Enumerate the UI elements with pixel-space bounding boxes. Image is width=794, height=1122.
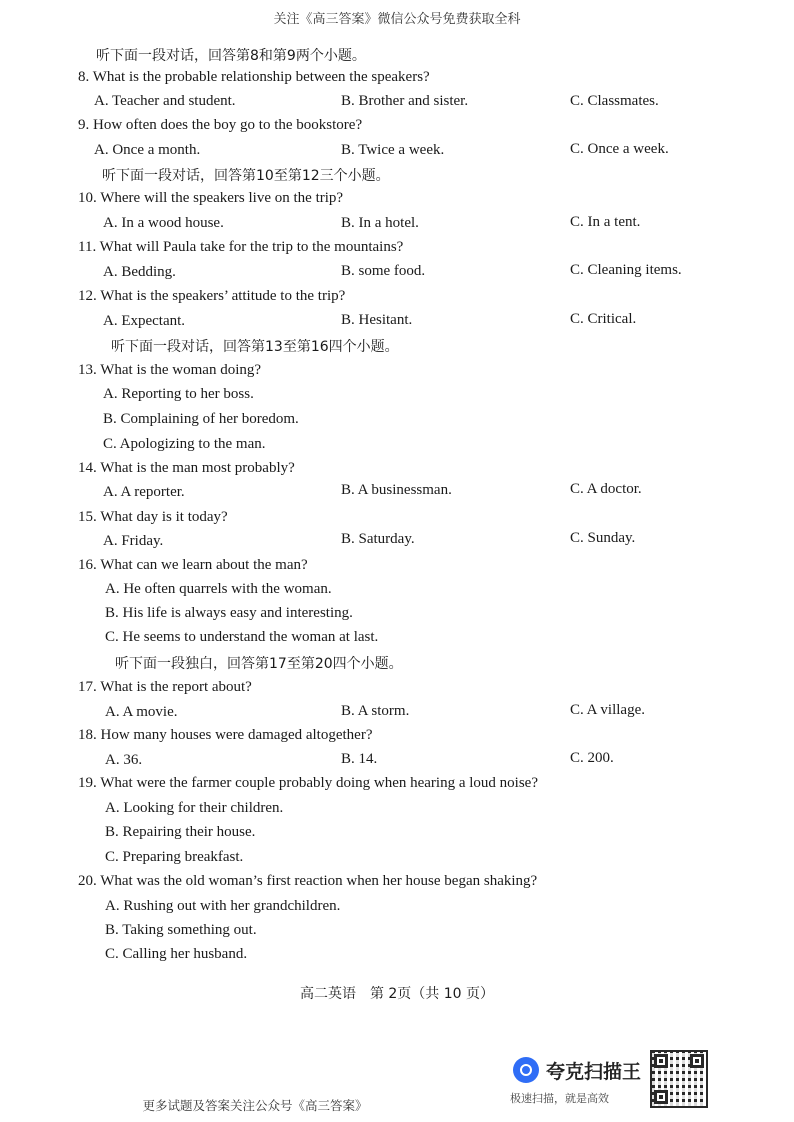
q11-option-b: B. some food. <box>341 263 426 279</box>
question-11: 11. What will Paula take for the trip to the mountains? <box>78 239 404 255</box>
q19-option-b: B. Repairing their house. <box>105 824 256 840</box>
q11-option-a: A. Bedding. <box>103 264 176 280</box>
q16-option-c: C. He seems to understand the woman at last. <box>105 629 379 645</box>
question-19: 19. What were the farmer couple probably doing when hearing a loud noise? <box>78 775 538 791</box>
q19-option-c: C. Preparing breakfast. <box>105 849 244 865</box>
q15-option-a: A. Friday. <box>103 533 164 549</box>
quark-logo-icon <box>513 1057 539 1083</box>
section-instruction-4: 听下面一段独白，回答第17至第20四个小题。 <box>115 656 403 672</box>
footer-note: 更多试题及答案关注公众号《高三答案》 <box>142 1098 368 1113</box>
q14-option-a: A. A reporter. <box>103 484 185 500</box>
q13-option-c: C. Apologizing to the man. <box>103 436 266 452</box>
q19-option-a: A. Looking for their children. <box>105 800 284 816</box>
q13-option-a: A. Reporting to her boss. <box>103 386 254 402</box>
brand-slogan: 极速扫描，就是高效 <box>510 1092 609 1105</box>
q20-option-b: B. Taking something out. <box>105 922 257 938</box>
q14-option-b: B. A businessman. <box>341 482 452 498</box>
question-14: 14. What is the man most probably? <box>78 460 295 476</box>
q9-option-c: C. Once a week. <box>570 141 669 157</box>
q10-option-c: C. In a tent. <box>570 214 641 230</box>
q12-option-c: C. Critical. <box>570 311 637 327</box>
q17-option-c: C. A village. <box>570 702 645 718</box>
page-header: 关注《高三答案》微信公众号免费获取全科 <box>273 12 521 27</box>
qr-code-icon <box>650 1050 708 1108</box>
question-17: 17. What is the report about? <box>78 679 252 695</box>
question-10: 10. Where will the speakers live on the trip? <box>78 190 344 206</box>
q10-option-a: A. In a wood house. <box>103 215 224 231</box>
q20-option-c: C. Calling her husband. <box>105 946 248 962</box>
question-20: 20. What was the old woman’s first reaction when her house began shaking? <box>78 873 538 889</box>
section-instruction-2: 听下面一段对话，回答第10至第12三个小题。 <box>102 168 390 184</box>
q12-option-b: B. Hesitant. <box>341 312 413 328</box>
q15-option-c: C. Sunday. <box>570 530 636 546</box>
q11-option-c: C. Cleaning items. <box>570 262 682 278</box>
question-18: 18. How many houses were damaged altogether? <box>78 727 373 743</box>
question-15: 15. What day is it today? <box>78 509 228 525</box>
q13-option-b: B. Complaining of her boredom. <box>103 411 299 427</box>
page-number-label: 高二英语 第 2页（共 10 页） <box>299 986 495 1002</box>
section-instruction-3: 听下面一段对话，回答第13至第16四个小题。 <box>111 339 399 355</box>
q8-option-a: A. Teacher and student. <box>94 93 236 109</box>
q18-option-c: C. 200. <box>570 750 614 766</box>
q17-option-a: A. A movie. <box>105 704 178 720</box>
q9-option-b: B. Twice a week. <box>341 142 445 158</box>
q9-option-a: A. Once a month. <box>94 142 201 158</box>
q12-option-a: A. Expectant. <box>103 313 186 329</box>
question-12: 12. What is the speakers’ attitude to the trip? <box>78 288 346 304</box>
q8-option-c: C. Classmates. <box>570 93 659 109</box>
question-9: 9. How often does the boy go to the bookstore? <box>78 117 363 133</box>
section-instruction-1: 听下面一段对话，回答第8和第9两个小题。 <box>96 48 366 64</box>
q15-option-b: B. Saturday. <box>341 531 415 547</box>
q18-option-a: A. 36. <box>105 752 143 768</box>
q16-option-b: B. His life is always easy and interesting. <box>105 605 353 621</box>
q20-option-a: A. Rushing out with her grandchildren. <box>105 898 341 914</box>
scanner-watermark <box>510 1054 645 1104</box>
question-16: 16. What can we learn about the man? <box>78 557 308 573</box>
q18-option-b: B. 14. <box>341 751 378 767</box>
question-13: 13. What is the woman doing? <box>78 362 262 378</box>
question-8: 8. What is the probable relationship between the speakers? <box>78 69 430 85</box>
q17-option-b: B. A storm. <box>341 703 410 719</box>
q10-option-b: B. In a hotel. <box>341 215 419 231</box>
q14-option-c: C. A doctor. <box>570 481 642 497</box>
brand-name: 夸克扫描王 <box>546 1061 642 1083</box>
q16-option-a: A. He often quarrels with the woman. <box>105 581 332 597</box>
q8-option-b: B. Brother and sister. <box>341 93 469 109</box>
